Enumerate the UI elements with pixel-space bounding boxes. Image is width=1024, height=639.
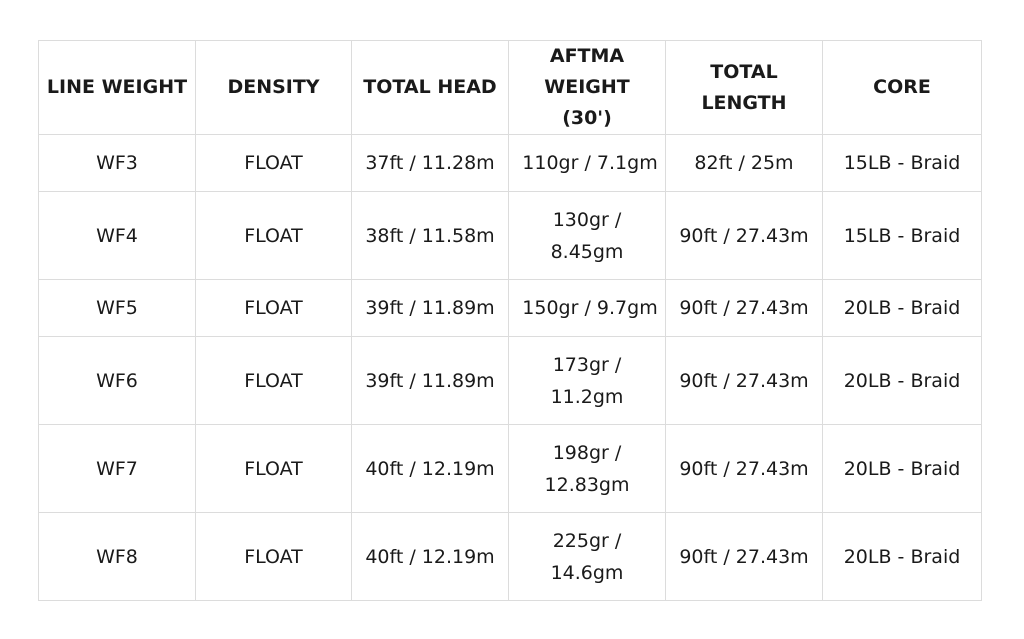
cell-total-head: 39ft / 11.89m: [352, 280, 509, 337]
cell-total-length: 90ft / 27.43m: [666, 337, 823, 425]
header-line-weight: LINE WEIGHT: [39, 41, 196, 135]
cell-aftma-weight: 225gr / 14.6gm: [509, 513, 666, 601]
cell-line-weight: WF4: [39, 192, 196, 280]
cell-total-length: 90ft / 27.43m: [666, 280, 823, 337]
header-total-length: TOTAL LENGTH: [666, 41, 823, 135]
cell-total-head: 40ft / 12.19m: [352, 425, 509, 513]
cell-density: FLOAT: [196, 135, 352, 192]
cell-line-weight: WF3: [39, 135, 196, 192]
header-density: DENSITY: [196, 41, 352, 135]
cell-core: 15LB - Braid: [823, 192, 982, 280]
cell-density: FLOAT: [196, 337, 352, 425]
cell-total-length: 90ft / 27.43m: [666, 425, 823, 513]
cell-core: 20LB - Braid: [823, 513, 982, 601]
cell-density: FLOAT: [196, 192, 352, 280]
cell-aftma-weight: 130gr / 8.45gm: [509, 192, 666, 280]
cell-density: FLOAT: [196, 425, 352, 513]
cell-line-weight: WF6: [39, 337, 196, 425]
table-row: [39, 135, 982, 192]
table-row: [39, 425, 982, 513]
cell-aftma-weight: 173gr / 11.2gm: [509, 337, 666, 425]
cell-aftma-weight: 150gr / 9.7gm: [509, 280, 666, 337]
cell-total-length: 82ft / 25m: [666, 135, 823, 192]
cell-total-head: 40ft / 12.19m: [352, 513, 509, 601]
header-core: CORE: [823, 41, 982, 135]
table-row: [39, 280, 982, 337]
cell-line-weight: WF8: [39, 513, 196, 601]
cell-core: 20LB - Braid: [823, 280, 982, 337]
cell-core: 15LB - Braid: [823, 135, 982, 192]
cell-line-weight: WF5: [39, 280, 196, 337]
cell-aftma-weight: 198gr / 12.83gm: [509, 425, 666, 513]
cell-total-length: 90ft / 27.43m: [666, 192, 823, 280]
cell-core: 20LB - Braid: [823, 425, 982, 513]
cell-core: 20LB - Braid: [823, 337, 982, 425]
header-total-head: TOTAL HEAD: [352, 41, 509, 135]
header-aftma-weight: AFTMA WEIGHT (30'): [509, 41, 666, 135]
table-row: [39, 192, 982, 280]
cell-density: FLOAT: [196, 513, 352, 601]
cell-aftma-weight: 110gr / 7.1gm: [509, 135, 666, 192]
cell-total-head: 37ft / 11.28m: [352, 135, 509, 192]
table-header-row: [39, 41, 982, 135]
table-row: [39, 513, 982, 601]
line-spec-table: [38, 40, 982, 601]
cell-total-head: 39ft / 11.89m: [352, 337, 509, 425]
cell-total-head: 38ft / 11.58m: [352, 192, 509, 280]
cell-line-weight: WF7: [39, 425, 196, 513]
cell-density: FLOAT: [196, 280, 352, 337]
table-row: [39, 337, 982, 425]
cell-total-length: 90ft / 27.43m: [666, 513, 823, 601]
